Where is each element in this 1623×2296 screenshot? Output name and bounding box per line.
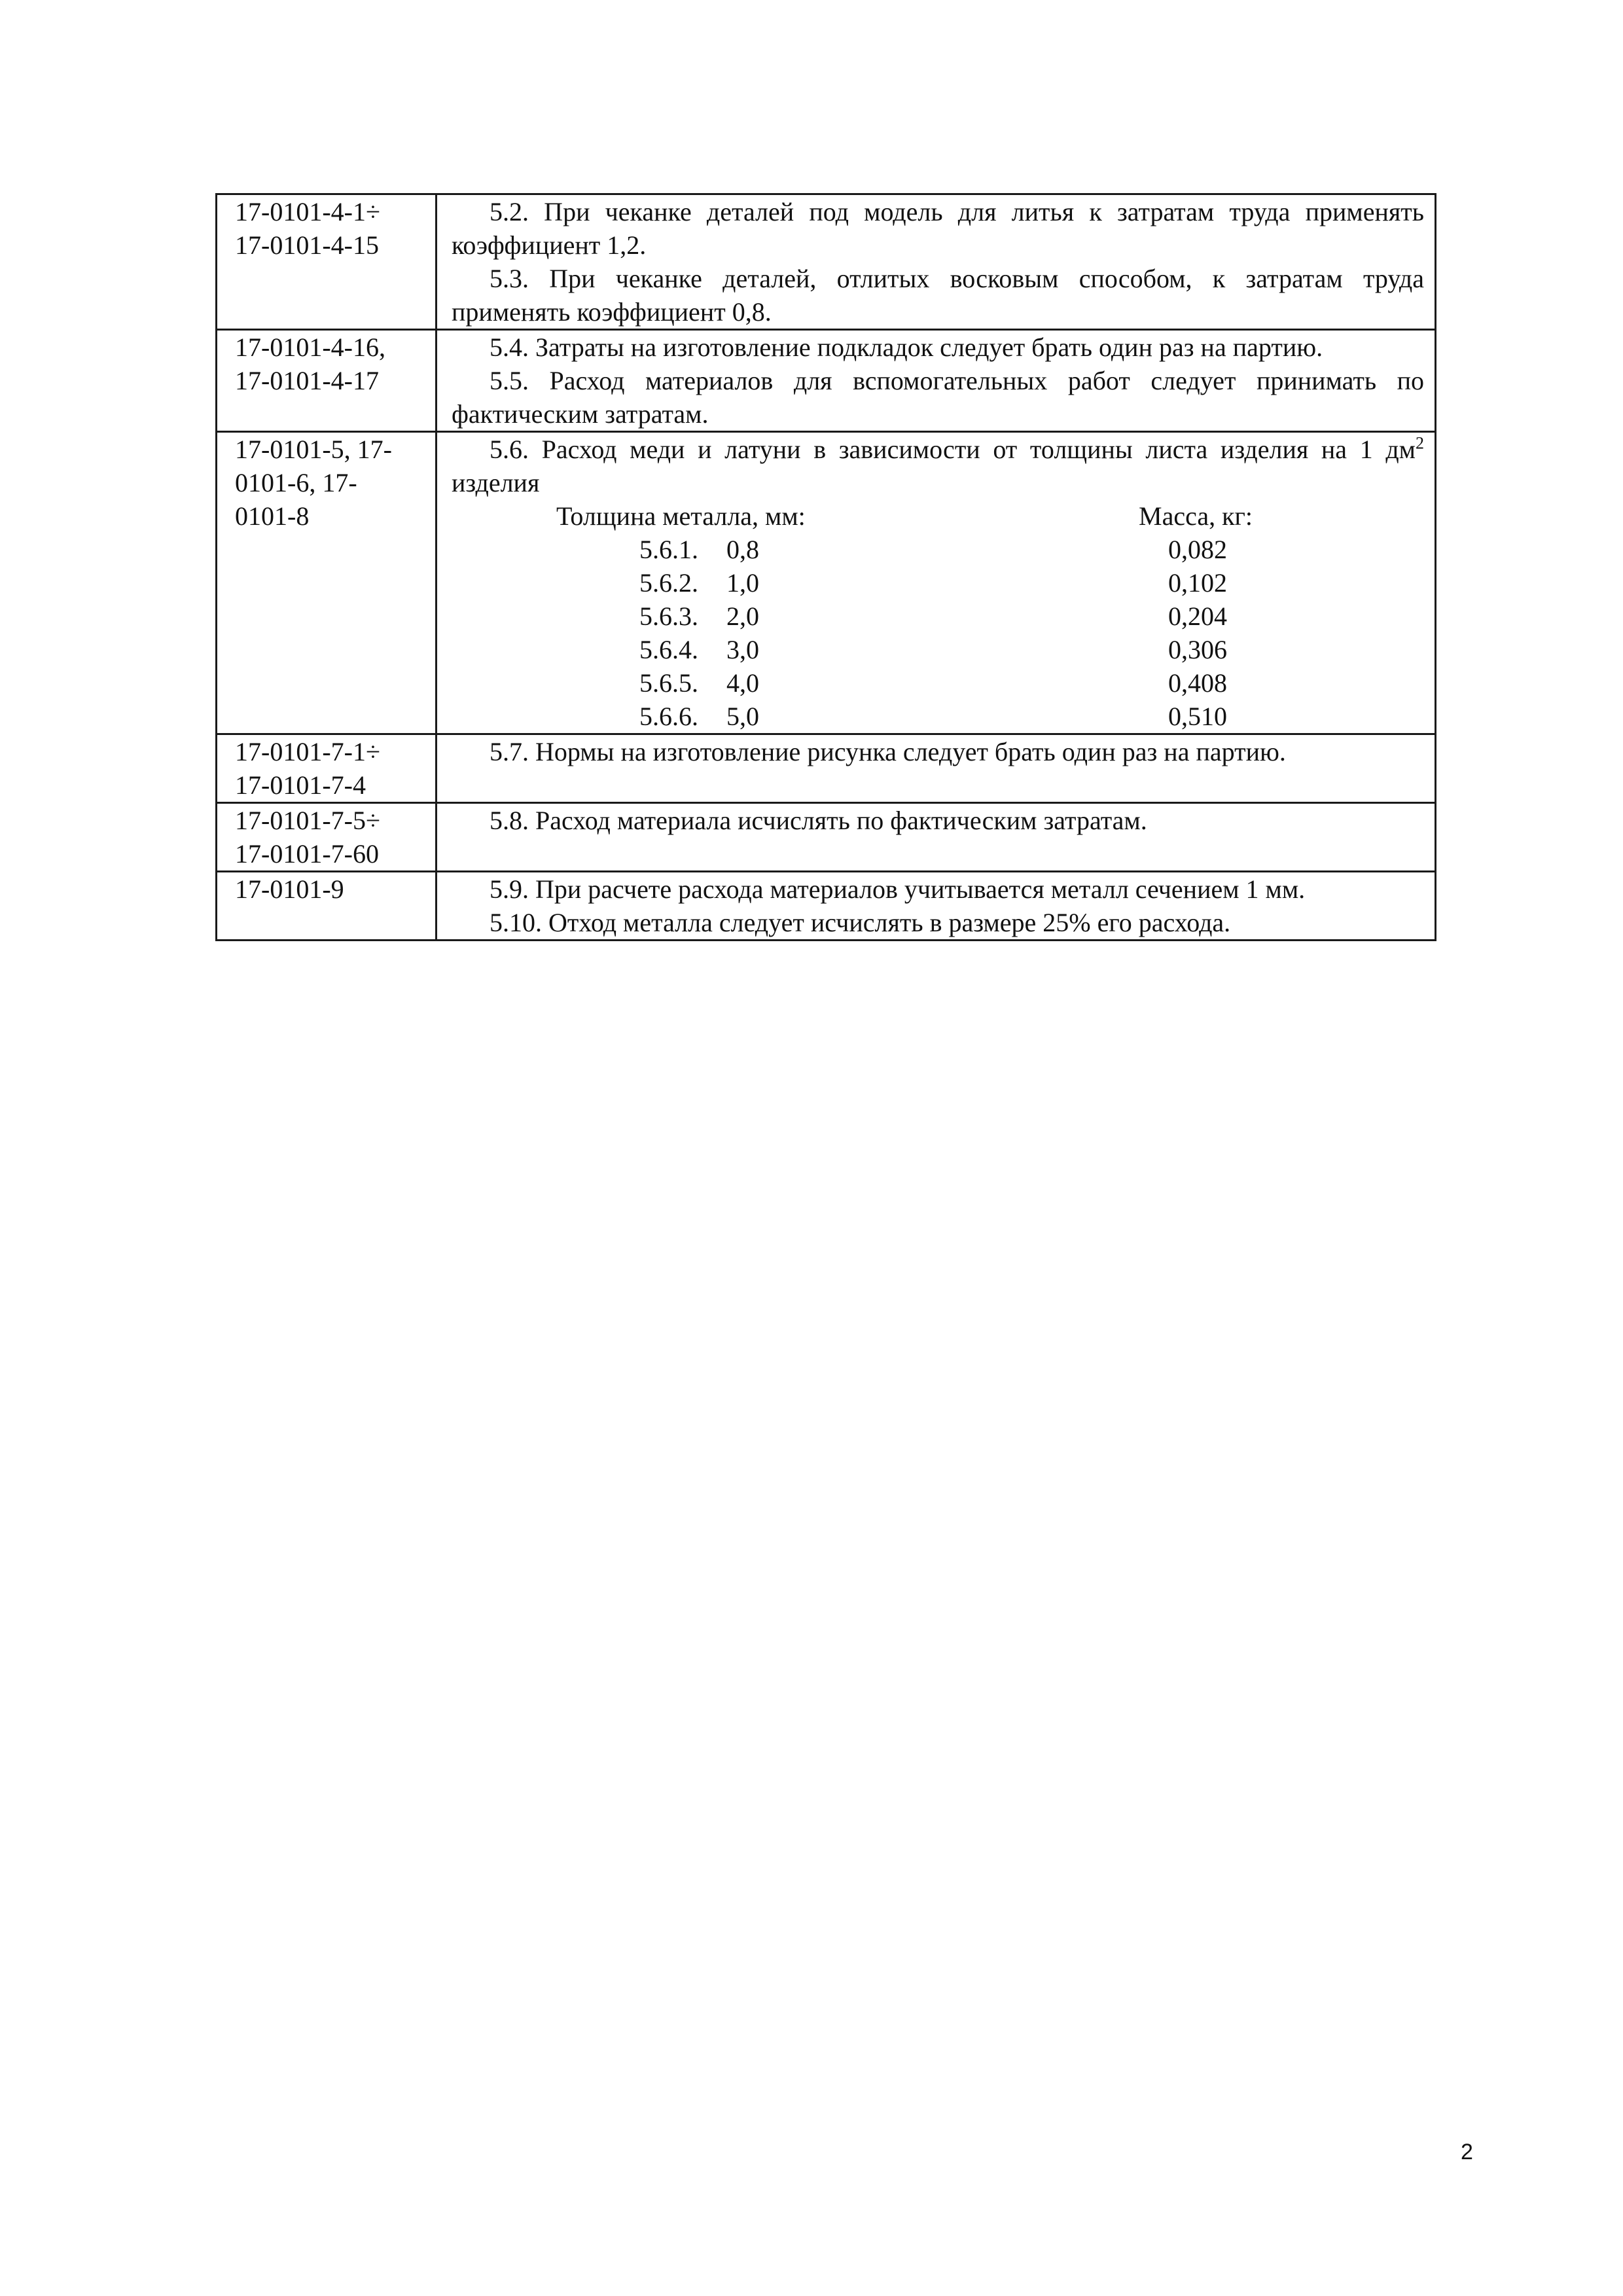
code-line: 17-0101-4-17 <box>235 366 379 395</box>
list-item <box>452 633 1424 666</box>
item-mass: 0,306 <box>1168 635 1227 664</box>
code-line: 17-0101-5, 17- <box>235 435 392 464</box>
item-number: 5.6.4. <box>639 635 698 664</box>
paragraph-5-7: 5.7. Нормы на изготовление рисунка следует брать один раз на партию. <box>490 737 1286 766</box>
thickness-header: Толщина металла, мм: <box>556 501 806 531</box>
paragraph-5-6 <box>452 433 1424 499</box>
table-row <box>217 803 1436 872</box>
item-thickness: 4,0 <box>726 668 759 698</box>
code-cell <box>217 432 437 734</box>
table-row <box>217 872 1436 941</box>
code-line: 17-0101-7-5÷ <box>235 806 380 835</box>
item-thickness: 3,0 <box>726 635 759 664</box>
text-cell <box>437 803 1436 872</box>
code-line: 17-0101-9 <box>235 874 344 904</box>
item-mass: 0,102 <box>1168 568 1227 598</box>
code-line: 0101-8 <box>235 501 310 531</box>
code-line: 0101-6, 17- <box>235 468 357 497</box>
paragraph-5-2: 5.2. При чеканке деталей под модель для литья к затратам труда применять коэффициент 1,2. <box>452 197 1424 260</box>
item-number: 5.6.5. <box>639 668 698 698</box>
code-line: 17-0101-4-1÷ <box>235 197 380 226</box>
list-item <box>452 600 1424 633</box>
item-number: 5.6.2. <box>639 568 698 598</box>
paragraph-5-4: 5.4. Затраты на изготовление подкладок следует брать один раз на партию. <box>490 332 1323 362</box>
paragraph-5-8: 5.8. Расход материала исчислять по фактическим затратам. <box>490 806 1147 835</box>
list-item <box>452 533 1424 566</box>
code-cell <box>217 803 437 872</box>
text-cell <box>437 734 1436 803</box>
unit-superscript: 2 <box>1416 433 1424 453</box>
item-thickness: 5,0 <box>726 702 759 731</box>
item-thickness: 1,0 <box>726 568 759 598</box>
item-number: 5.6.3. <box>639 601 698 631</box>
paragraph-5-3: 5.3. При чеканке деталей, отлитых восковым способом, к затратам труда применять коэффициент 0,8. <box>452 264 1424 327</box>
code-line: 17-0101-4-16, <box>235 332 385 362</box>
item-mass: 0,082 <box>1168 535 1227 564</box>
item-mass: 0,204 <box>1168 601 1227 631</box>
text-cell <box>437 872 1436 941</box>
table-row <box>217 734 1436 803</box>
paragraph-5-5: 5.5. Расход материалов для вспомогательных работ следует принимать по фактическим затратам. <box>452 366 1424 429</box>
list-item <box>452 700 1424 733</box>
code-line: 17-0101-7-4 <box>235 770 366 800</box>
mass-header: Масса, кг: <box>1139 501 1253 531</box>
code-cell <box>217 872 437 941</box>
item-thickness: 0,8 <box>726 535 759 564</box>
item-mass: 0,510 <box>1168 702 1227 731</box>
table-row <box>217 432 1436 734</box>
code-line: 17-0101-7-60 <box>235 839 379 869</box>
item-number: 5.6.6. <box>639 702 698 731</box>
item-thickness: 2,0 <box>726 601 759 631</box>
item-number: 5.6.1. <box>639 535 698 564</box>
table-row <box>217 330 1436 432</box>
norms-table <box>215 193 1436 941</box>
list-item <box>452 666 1424 700</box>
text-cell <box>437 194 1436 330</box>
paragraph-5-10: 5.10. Отход металла следует исчислять в размере 25% его расхода. <box>490 908 1231 937</box>
code-cell <box>217 194 437 330</box>
thickness-mass-list <box>452 499 1424 733</box>
paragraph-5-6-text: 5.6. Расход меди и латуни в зависимости от толщины листа изделия на 1 дм <box>490 435 1416 464</box>
paragraph-5-9: 5.9. При расчете расхода материалов учитывается металл сечением 1 мм. <box>490 874 1306 904</box>
thickness-mass-header <box>452 499 1424 533</box>
code-line: 17-0101-7-1÷ <box>235 737 380 766</box>
page-number: 2 <box>1461 2140 1473 2164</box>
code-line: 17-0101-4-15 <box>235 230 379 260</box>
item-mass: 0,408 <box>1168 668 1227 698</box>
text-cell <box>437 432 1436 734</box>
code-cell <box>217 330 437 432</box>
table-row <box>217 194 1436 330</box>
list-item <box>452 566 1424 600</box>
text-cell <box>437 330 1436 432</box>
paragraph-5-6-tail: изделия <box>452 468 540 497</box>
code-cell <box>217 734 437 803</box>
